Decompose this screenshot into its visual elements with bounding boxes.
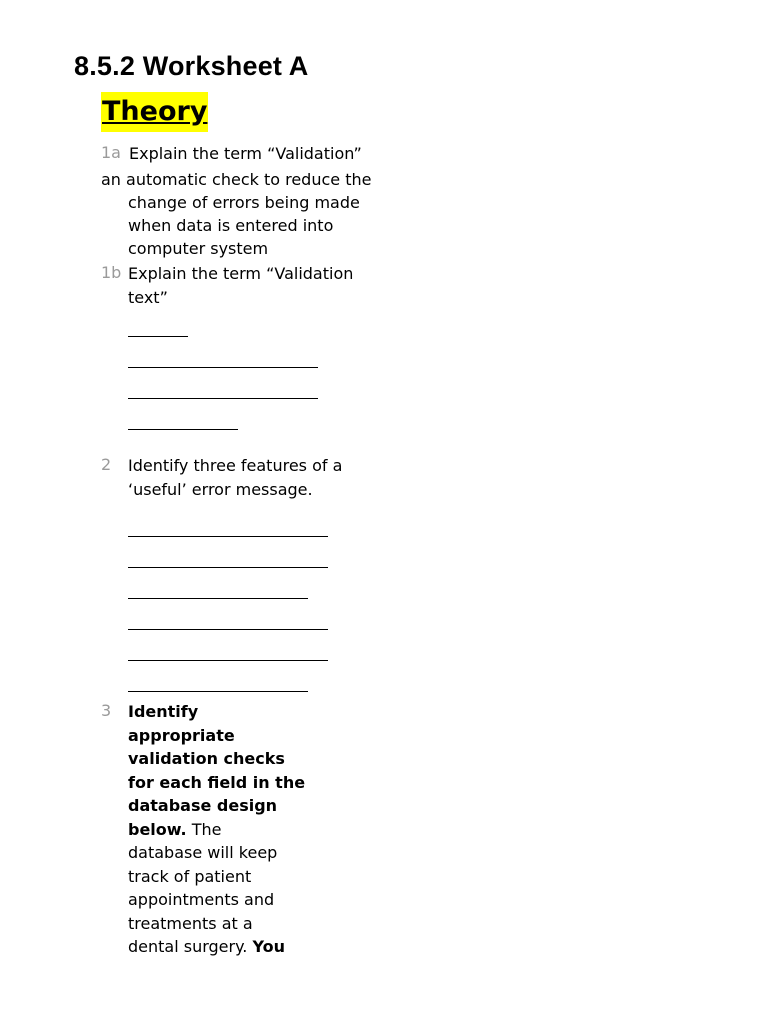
answer-blank-2[interactable] (128, 691, 308, 692)
question-number-1b: 1b (101, 263, 122, 282)
question-number-1a: 1a (101, 143, 121, 162)
question-3-line: validation checks (128, 749, 285, 768)
question-1a-text: Explain the term “Validation” (129, 144, 362, 163)
answer-blank-2[interactable] (128, 567, 328, 568)
page-title: 8.5.2 Worksheet A (74, 51, 309, 81)
question-3-line: database design (128, 796, 278, 815)
answer-blank-1b[interactable] (128, 429, 238, 430)
answer-blank-1b[interactable] (128, 336, 188, 337)
question-3-line: for each field in the (128, 772, 306, 792)
answer-blank-2[interactable] (128, 536, 328, 537)
answer-1a (101, 168, 371, 260)
question-2-line: ‘useful’ error message. (128, 479, 313, 499)
answer-1a-line: an automatic check to reduce the (101, 170, 372, 189)
question-number-3: 3 (101, 701, 112, 720)
question-2-line: Identify three features of a (128, 456, 343, 475)
question-3-line: appropriate (128, 725, 235, 745)
section-heading-theory (101, 92, 208, 132)
answer-blank-2[interactable] (128, 629, 328, 630)
question-number-2: 2 (101, 455, 112, 474)
question-3-line: treatments at a (128, 913, 253, 933)
question-1b-text (128, 262, 353, 309)
question-1b-line: text” (128, 287, 168, 307)
question-3-line: Identify (128, 702, 199, 721)
question-3-emphasis: You (252, 937, 285, 956)
answer-blank-1b[interactable] (128, 398, 318, 399)
question-3-line (128, 935, 305, 959)
question-1b-line: Explain the term “Validation (128, 264, 354, 283)
answer-1a-line: when data is entered into (128, 216, 334, 235)
question-2-text (128, 454, 342, 501)
answer-blank-2[interactable] (128, 598, 308, 599)
answer-blank-1b[interactable] (128, 367, 318, 368)
question-3-continuation: dental surgery. (128, 937, 253, 956)
question-3-continuation: The (186, 819, 222, 839)
answer-blank-2[interactable] (128, 660, 328, 661)
question-3-line (128, 818, 305, 842)
section-heading-label: Theory (102, 96, 208, 127)
question-3-line: appointments and (128, 890, 275, 909)
answer-1a-line: change of errors being made (128, 193, 360, 212)
question-3-line: database will keep (128, 843, 278, 862)
question-3-text (128, 700, 305, 959)
question-3-emphasis: below. (128, 819, 187, 839)
question-3-line: track of patient (128, 866, 252, 886)
answer-1a-line: computer system (128, 239, 269, 258)
